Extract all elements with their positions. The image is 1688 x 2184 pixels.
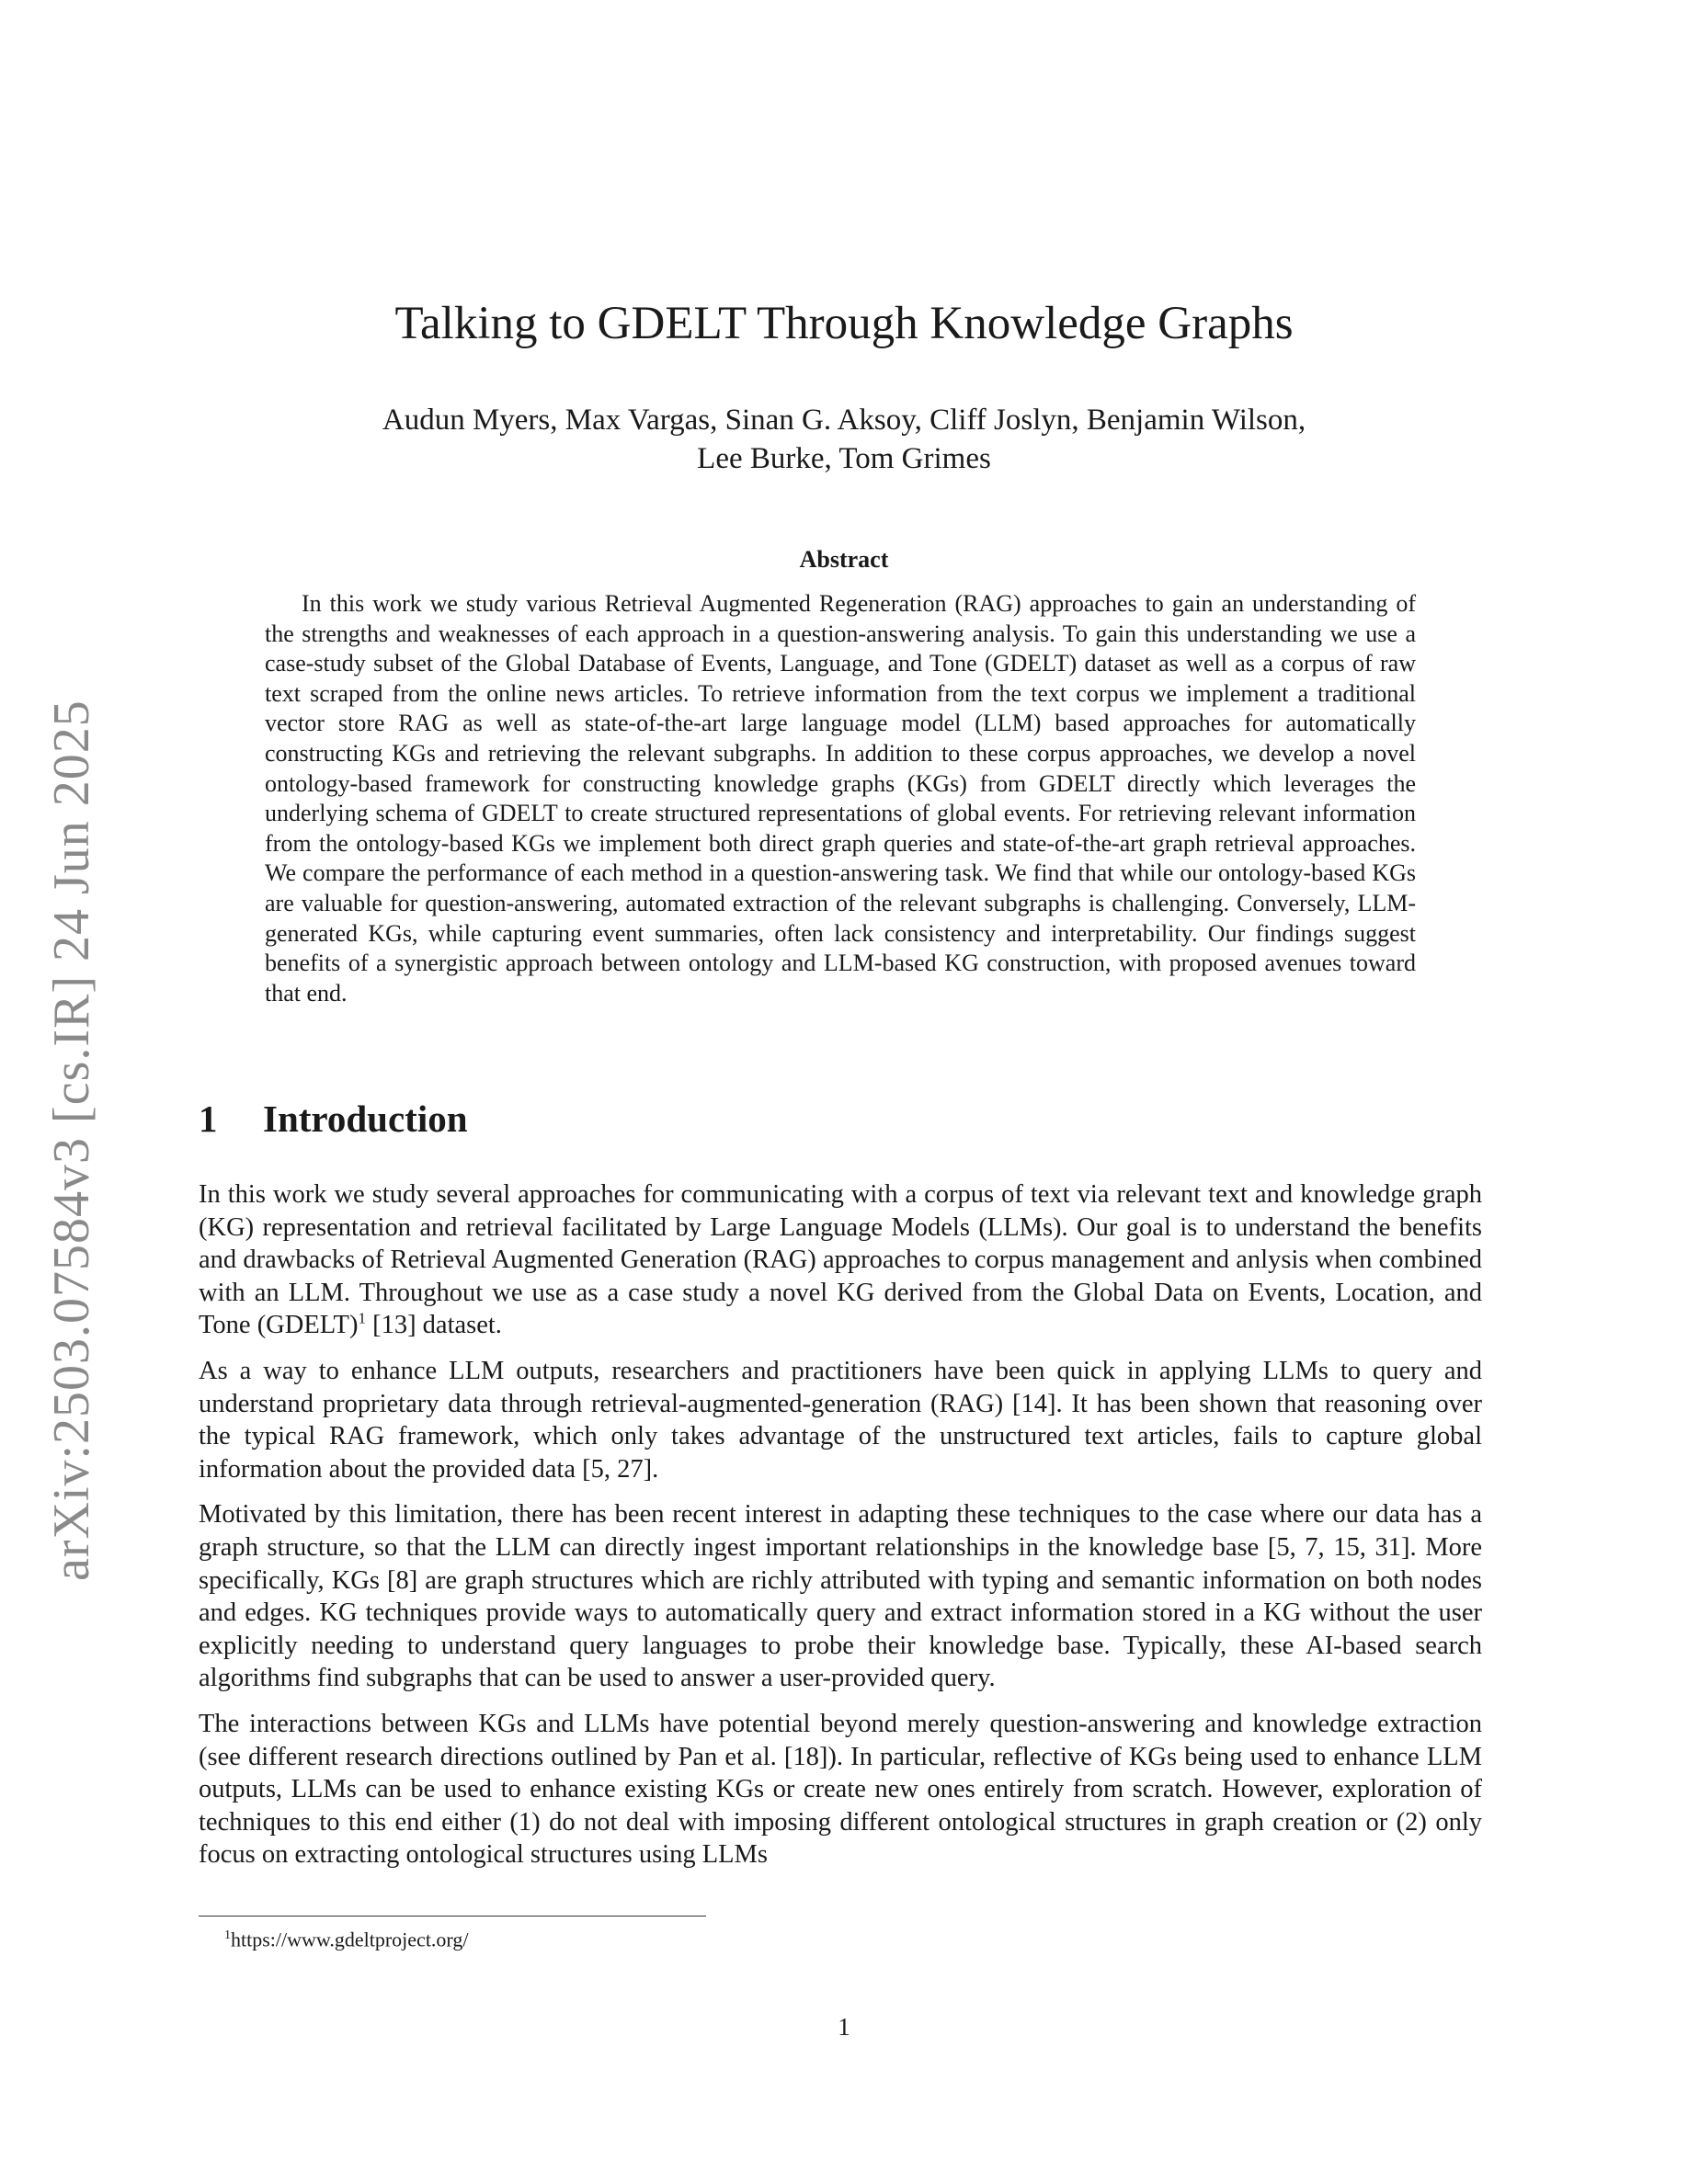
paragraph-1 [199,1178,1482,1342]
footnote-divider [199,1916,706,1917]
page-number: 1 [838,2013,850,2041]
paragraph-1-tail: [13] dataset. [365,1311,502,1340]
section-number: 1 [199,1098,218,1140]
paragraph-2: As a way to enhance LLM outputs, researchers and practitioners have been quick in applying LLMs to query and understand proprietary data through retrieval-augmented-generation (RAG) [14]. It has been shown that reasoning over the typical RAG framework, which only takes advantage of the unstructured text articles, fails to capture global information about the provided data [5, 27]. [199,1356,1482,1484]
footnote-ref-1: 1 [358,1309,366,1327]
author-line-2: Lee Burke, Tom Grimes [697,442,991,475]
introduction-body [199,1178,1482,1884]
paper-title: Talking to GDELT Through Knowledge Graphs [394,298,1294,349]
abstract-body: In this work we study various Retrieval Augmented Regeneration (RAG) approaches to gain an understanding of the strengths and weaknesses of each approach in a question-answering analysis. To gain this understanding we use a case-study subset of the Global Database of Events, Language, and Tone (GDELT) dataset as well as a corpus of raw text scraped from the online news articles. To retrieve information from the text corpus we implement a traditional vector store RAG as well as state-of-the-art large language model (LLM) based approaches for automatically constructing KGs and retrieving the relevant subgraphs. In addition to these corpus approaches, we develop a novel ontology-based framework for constructing knowledge graphs (KGs) from GDELT directly which leverages the underlying schema of GDELT to create structured representations of global events. For retrieving relevant information from the ontology-based KGs we implement both direct graph queries and state-of-the-art graph retrieval approaches. We compare the performance of each method in a question-answering task. We find that while our ontology-based KGs are valuable for question-answering, automated extraction of the relevant subgraphs is challenging. Conversely, LLM-generated KGs, while capturing event summaries, often lack consistency and interpretability. Our findings suggest benefits of a synergistic approach between ontology and LLM-based KG construction, with proposed avenues toward that end. [265,590,1416,1007]
paragraph-4: The interactions between KGs and LLMs have potential beyond merely question-answering and knowledge extraction (see different research directions outlined by Pan et al. [18]). In particular, reflective of KGs being used to enhance LLM outputs, LLMs can be used to enhance existing KGs or create new ones entirely from scratch. However, exploration of techniques to this end either (1) do not deal with imposing different ontological structures in graph creation or (2) only focus on extracting ontological structures using LLMs [199,1709,1482,1870]
abstract-heading: Abstract [799,546,889,573]
footnote-marker: 1 [224,1928,231,1942]
author-list [0,401,1688,478]
section-heading-introduction [199,1097,468,1141]
paragraph-1-text: In this work we study several approaches for communicating with a corpus of text via relevant text and knowledge graph (KG) representation and retrieval facilitated by Large Language Models (LLMs). Our goal is to understand the benefits and drawbacks of Retrieval Augmented Generation (RAG) approaches to corpus management and anlysis when combined with an LLM. Throughout we use as a case study a novel KG derived from the Global Data on Events, Location, and Tone (GDELT) [199,1180,1482,1340]
section-title: Introduction [263,1098,468,1140]
paragraph-3: Motivated by this limitation, there has been recent interest in adapting these techniques to the case where our data has a graph structure, so that the LLM can directly ingest important relationships in the knowledge base [5, 7, 15, 31]. More specifically, KGs [8] are graph structures which are richly attributed with typing and semantic information on both nodes and edges. KG techniques provide ways to automatically query and extract information stored in a KG without the user explicitly needing to understand query languages to probe their knowledge base. Typically, these AI-based search algorithms find subgraphs that can be used to answer a user-provided query. [199,1500,1482,1693]
arxiv-identifier-stamp: arXiv:2503.07584v3 [cs.IR] 24 Jun 2025 [43,700,100,1581]
author-line-1: Audun Myers, Max Vargas, Sinan G. Aksoy, Cliff Joslyn, Benjamin Wilson, [382,404,1306,437]
footnote-1 [224,1923,468,1952]
footnote-url[interactable]: https://www.gdeltproject.org/ [231,1928,469,1951]
